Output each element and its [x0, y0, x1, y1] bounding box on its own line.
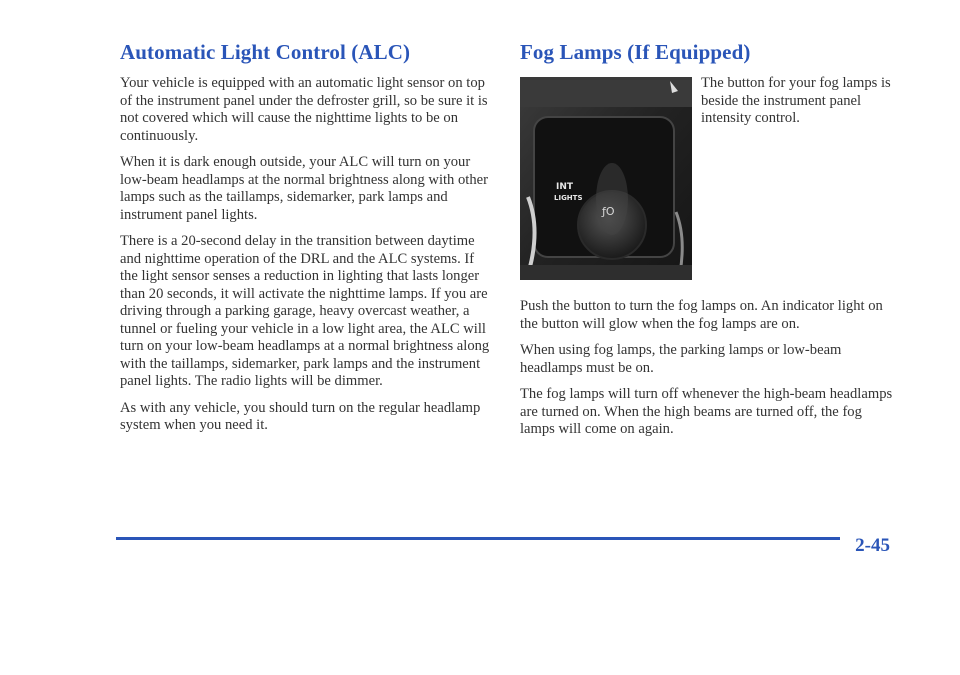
fog-body — [520, 298, 900, 439]
alc-paragraph: When it is dark enough outside, your ALC will turn on your low-beam headlamps at the normal brightness along with other lamps such as the taillamps, sidemarker, park lamps and instrument panel lights. — [120, 154, 488, 223]
alc-section — [120, 40, 492, 444]
int-label: INT — [556, 182, 574, 192]
alc-paragraph: There is a 20-second delay in the transition between daytime and nighttime operation of the DRL and the ALC systems. If the light sensor senses a reduction in lighting that lasts longer than 20 seconds, it will activate the nighttime lamps. If you are driving through a parking garage, heavy overcast weather, a tunnel or fueling your vehicle in a low light area, the ALC will turn on your low-beam headlamps at a normal brightness along with the taillamps, sidemarker, park lamps and the instrument panel lights. The radio lights will be dimmer. — [120, 233, 490, 389]
footer-divider — [116, 537, 840, 540]
fog-paragraph: The fog lamps will turn off whenever the high-beam headlamps are turned on. When the high beams are turned off, the fog lamps will come on again. — [520, 386, 893, 437]
fog-paragraph: Push the button to turn the fog lamps on. An indicator light on the button will glow when the fog lamps are on. — [520, 298, 883, 332]
fog-heading: Fog Lamps (If Equipped) — [520, 40, 751, 64]
page-number: 2-45 — [855, 535, 890, 556]
fog-photo-block — [520, 75, 900, 290]
fog-lamps-section — [520, 40, 900, 448]
lights-label: LIGHTS — [554, 194, 583, 202]
alc-heading: Automatic Light Control (ALC) — [120, 40, 411, 64]
instrument-panel-illustration — [520, 77, 692, 280]
fog-paragraph: When using fog lamps, the parking lamps or low-beam headlamps must be on. — [520, 342, 842, 376]
fog-photo-caption: The button for your fog lamps is beside the instrument panel intensity control. — [701, 75, 891, 126]
alc-paragraph: Your vehicle is equipped with an automatic light sensor on top of the instrument panel under the defroster grill, so be sure it is not covered which will cause the nighttime lights to be on continuously. — [120, 75, 488, 144]
fog-lamp-button-photo — [520, 77, 692, 280]
fog-lamp-symbol: ƒO — [602, 205, 615, 218]
alc-paragraph: As with any vehicle, you should turn on the regular headlamp system when you need it. — [120, 399, 481, 433]
